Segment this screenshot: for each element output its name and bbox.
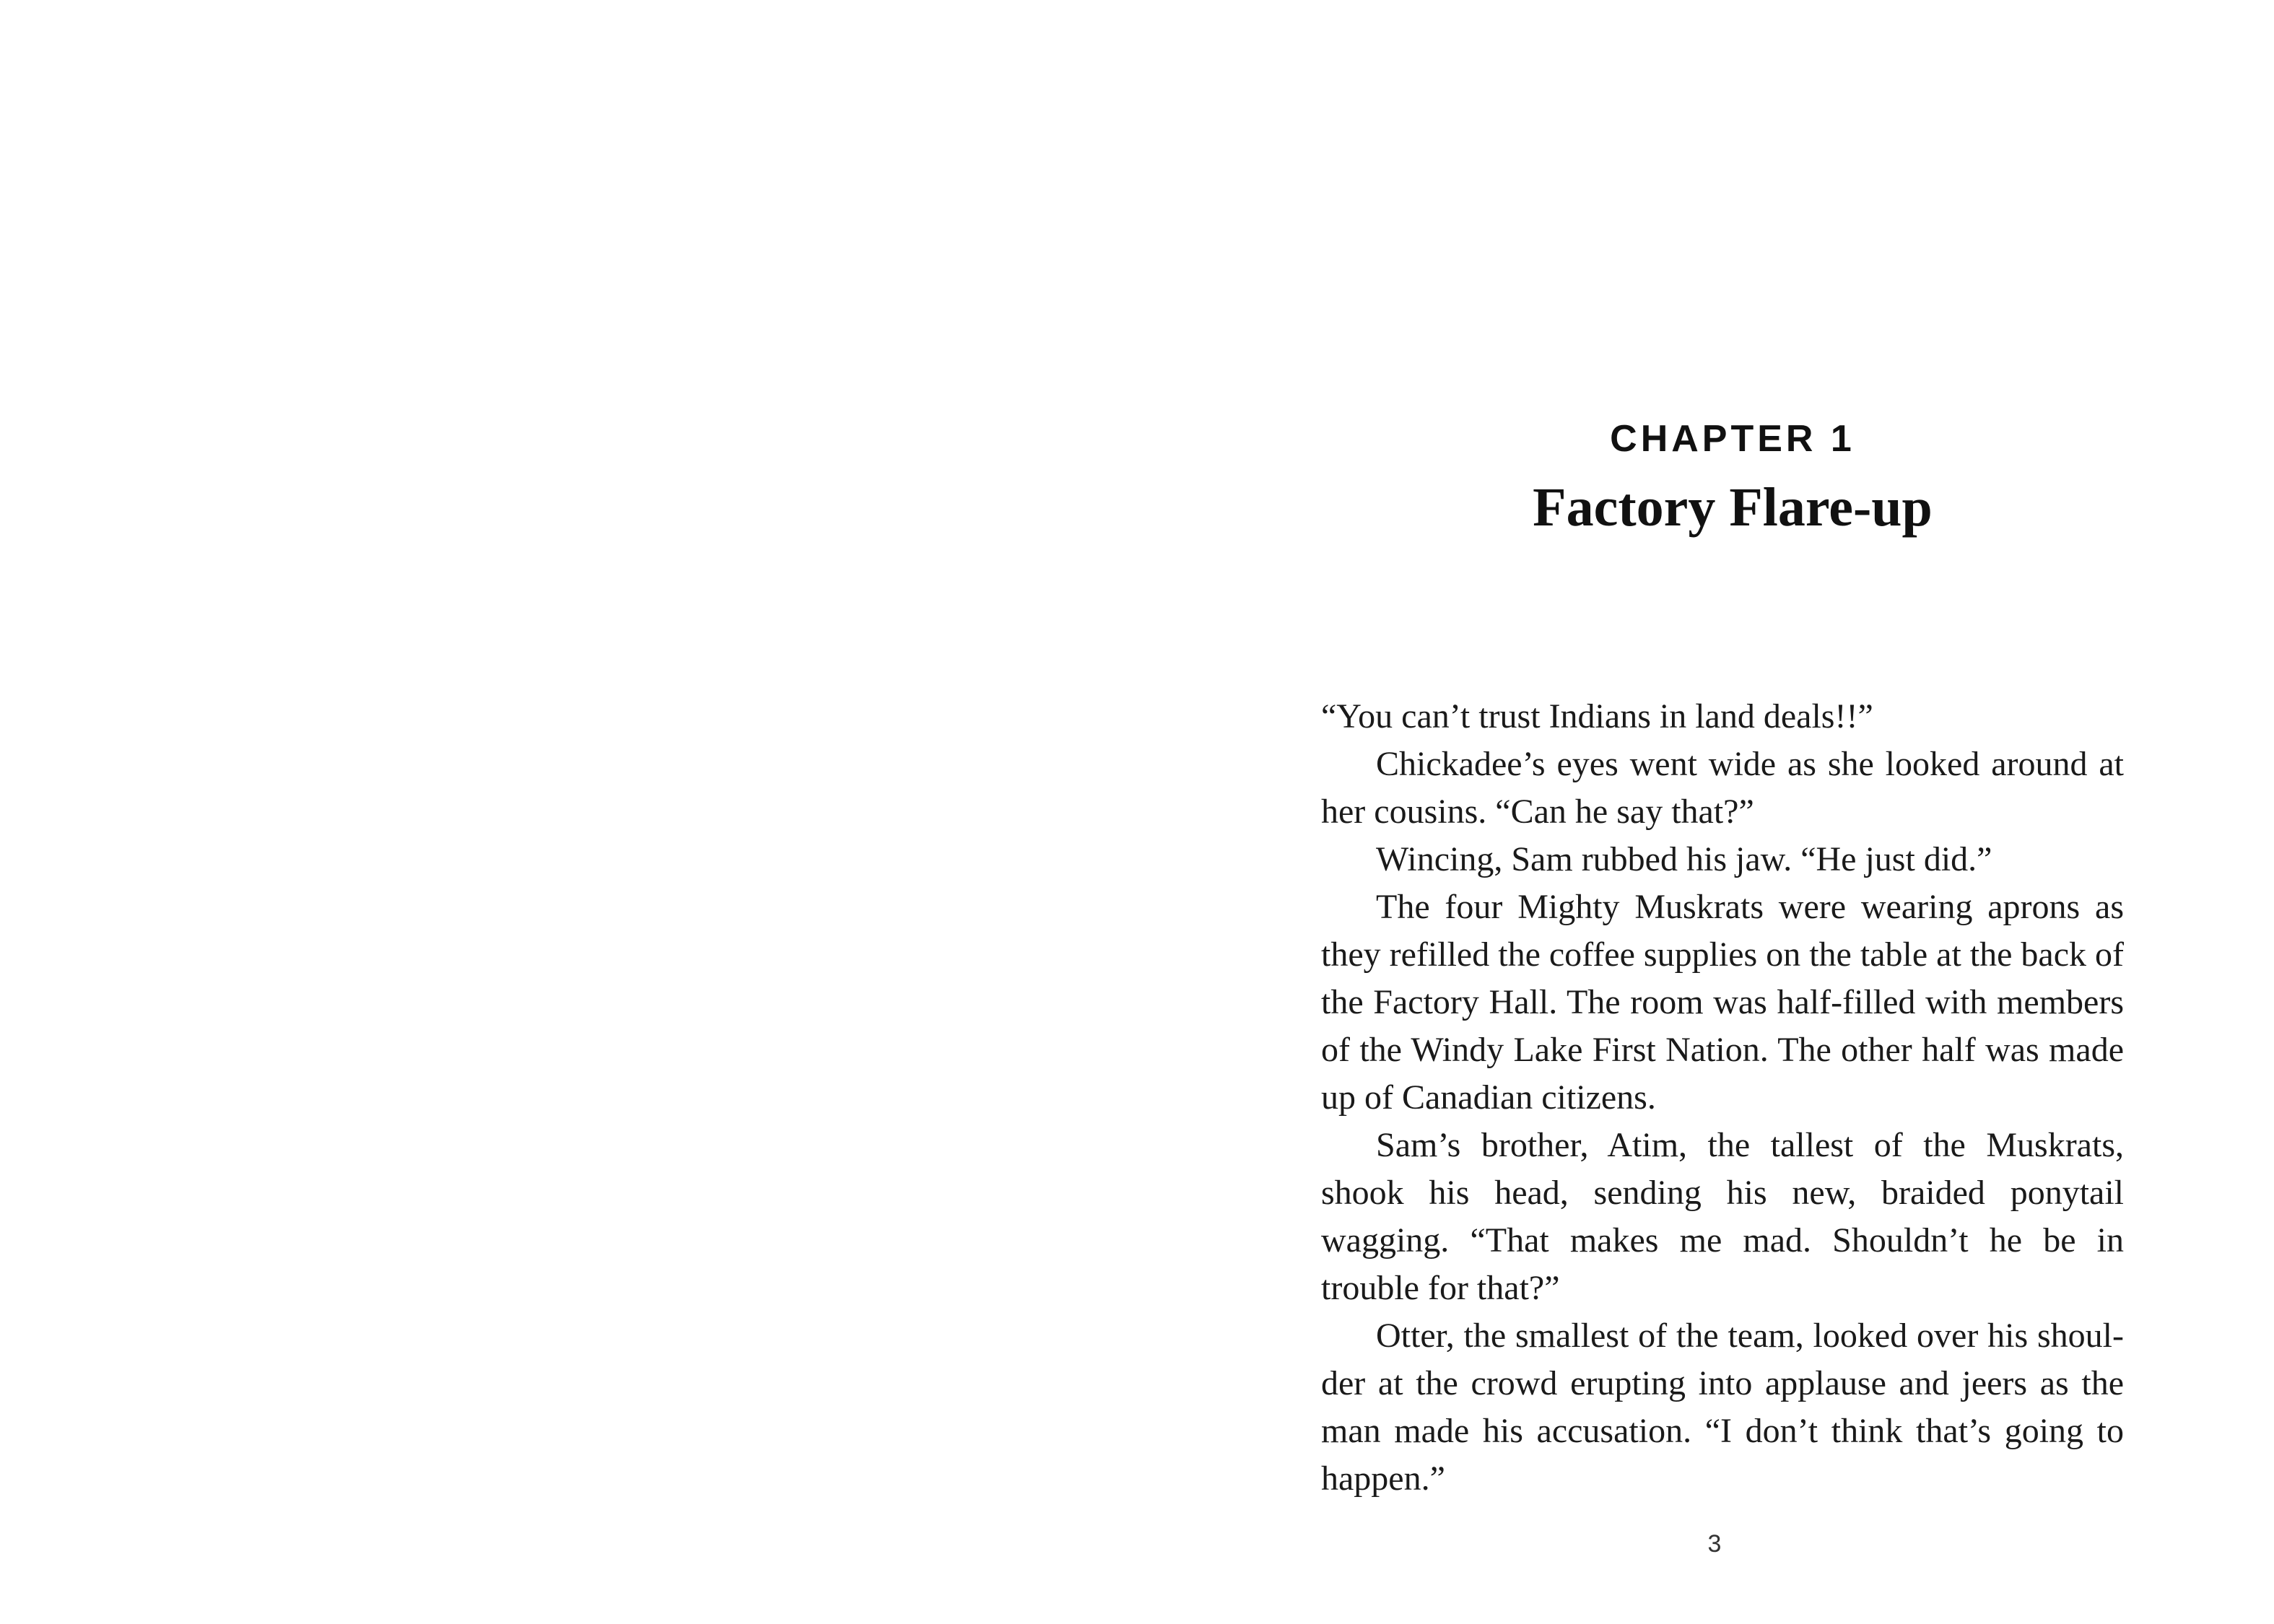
paragraph: Chickadee’s eyes went wide as she looked around at her cousins. “Can he say that?” xyxy=(1321,745,2124,831)
chapter-body xyxy=(1321,693,2124,1503)
chapter-title: Factory Flare-up xyxy=(1533,477,1933,538)
paragraph: Wincing, Sam rubbed his jaw. “He just did.” xyxy=(1376,840,1992,878)
paragraph: Otter, the smallest of the team, looked over his shoulder at the crowd erupting into applause and jeers as the man made his accusation. “I don’t think that’s going to happen.” xyxy=(1321,1317,2124,1498)
page-number: 3 xyxy=(1707,1530,1722,1558)
paragraph: Sam’s brother, Atim, the tallest of the Muskrats, shook his head, sending his new, braided ponytail wagging. “That makes me mad. Shouldn’t he be in trouble for that?” xyxy=(1321,1126,2124,1307)
paragraph: The four Mighty Muskrats were wearing aprons as they refilled the coffee supplies on the table at the back of the Factory Hall. The room was half-filled with members of the Windy Lake First Nation. The other half was made up of Canadian citizens. xyxy=(1321,888,2125,1117)
paragraph: “You can’t trust Indians in land deals!!” xyxy=(1321,697,1873,735)
chapter-label: CHAPTER 1 xyxy=(1610,418,1855,460)
